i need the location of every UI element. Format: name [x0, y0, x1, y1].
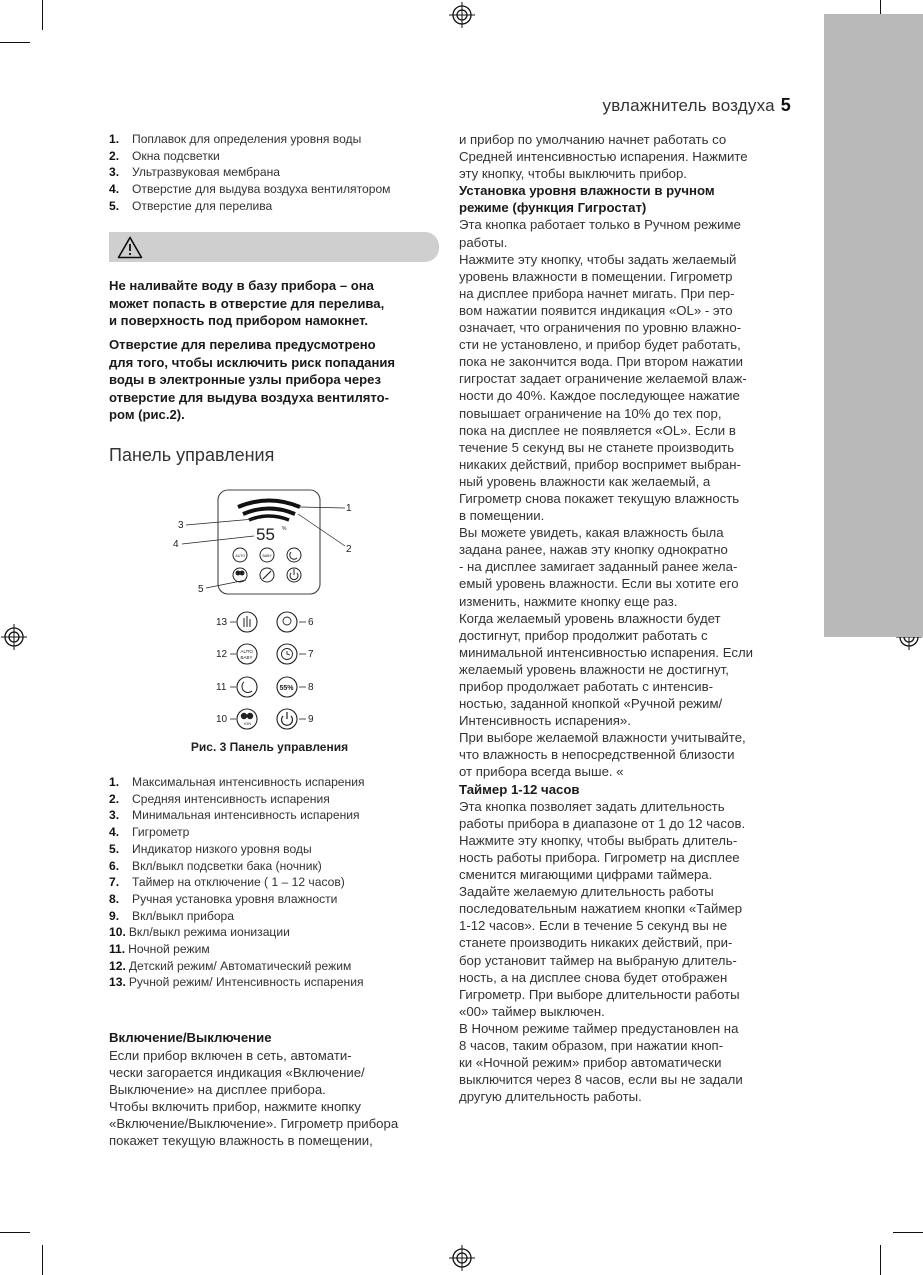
warning-text-2: Отверстие для перелива предусмотрено для того, чтобы исключить риск попадания воды в электронные узлы прибора через отверстие для выдува воздуха вентилято- ром (рис.2). [109, 337, 396, 423]
text-line: Эта кнопка работает только в Ручном режиме [459, 217, 741, 233]
text-line: течение 5 секунд вы не станете производить [459, 439, 735, 455]
text-line: достигнут, прибор продолжит работать с [459, 627, 708, 643]
text-line: Эта кнопка позволяет задать длительность [459, 798, 725, 814]
crop-mark [893, 1232, 923, 1233]
text-line: повышает ограничение на 10% до тех пор, [459, 405, 722, 421]
callout-4: 4 [173, 539, 179, 550]
text-line: Задайте желаемую длительность работы [459, 884, 714, 900]
text-line: уровень влажности в помещении. Гигрометр [459, 268, 733, 284]
svg-text:BABY: BABY [240, 655, 253, 660]
list-item: 5. Индикатор низкого уровня воды [109, 841, 312, 856]
night-button-icon [287, 548, 301, 562]
crop-mark [0, 1232, 30, 1233]
list-item: 13. Ручной режим/ Интенсивность испарения [109, 975, 364, 990]
text-line: минимальной интенсивностью испарения. Если [459, 644, 754, 660]
moon-icon [237, 677, 257, 697]
list-item: 6. Вкл/выкл подсветки бака (ночник) [109, 858, 322, 873]
running-header [603, 95, 791, 116]
text-line: сти не установлено, и прибор будет работать, [459, 337, 741, 353]
svg-text:AUTO: AUTO [235, 554, 246, 558]
parts-list [109, 131, 390, 215]
warning-icon [117, 236, 143, 259]
registration-mark-left [1, 624, 27, 650]
list-item: 1. Поплавок для определения уровня воды [109, 132, 362, 146]
text-line: Нажмите эту кнопку, чтобы выбрать длитель- [459, 832, 738, 848]
callout-10: 10 [216, 714, 228, 725]
text-line: и прибор по умолчанию начнет работать со [459, 132, 727, 147]
callout-1: 1 [346, 503, 352, 514]
text-line: пока не закончится вода. При втором нажатии [459, 354, 743, 370]
text-line: изменить, нажмите кнопку еще раз. [459, 593, 678, 609]
text-line: прибор продолжает работать с интенсив- [459, 679, 713, 694]
figure-caption: Рис. 3 Панель управления [190, 740, 349, 754]
list-item: 3. Минимальная интенсивность испарения [109, 808, 360, 823]
text-line: другую длительность работы. [459, 1089, 642, 1105]
text-line: 8 часов, таким образом, при нажатии кноп- [459, 1037, 724, 1053]
text-line: сменится мигающими цифрами таймера. [459, 867, 713, 883]
controls-list [109, 774, 365, 991]
crop-mark [0, 42, 30, 43]
right-body-text [459, 131, 794, 1105]
list-item: 4. Отверстие для выдува воздуха вентилятором [109, 182, 391, 197]
text-line: При выборе желаемой влажности учитывайте, [459, 730, 746, 746]
warning-bar [109, 232, 439, 262]
text-line: Гигрометр. При выборе длительности работы [459, 986, 740, 1002]
section-title: Панель управления [109, 445, 275, 465]
text-line: ности до 40%. Каждое последующее нажатие [459, 388, 740, 404]
display-value: 55 [256, 525, 275, 544]
control-panel-figure [150, 480, 380, 735]
svg-text:ION: ION [244, 721, 252, 726]
text-line: выключится через 8 часов, если вы не задали [459, 1072, 743, 1088]
text-line: в помещении. [459, 508, 545, 524]
callout-5: 5 [198, 584, 204, 595]
text-line: желаемый уровень влажности не достигнут, [459, 661, 729, 677]
auto-baby-icon [237, 644, 257, 664]
text-line: от прибора всегда выше. « [459, 764, 624, 780]
registration-mark-bottom [449, 1245, 475, 1271]
crop-mark [42, 1245, 43, 1275]
text-line: последовательным нажатием кнопки «Таймер [459, 901, 743, 917]
list-item: 2. Средняя интенсивность испарения [109, 791, 330, 806]
callout-8: 8 [308, 682, 314, 693]
side-tab [824, 14, 923, 637]
header-title: увлажнитель воздуха [602, 96, 775, 115]
warning-text-1: Не наливайте воду в базу прибора – она может попасть в отверстие для перелива, и поверхность под прибором намокнет. [109, 278, 385, 329]
text-line: бор установит таймер на выбраную длитель- [459, 952, 737, 968]
list-item: 12. Детский режим/ Автоматический режим [109, 958, 352, 973]
text-line: ностью, заданной кнопкой «Ручной режим/ [459, 696, 723, 712]
registration-mark-top [449, 2, 475, 28]
subheading: Установка уровня влажности в ручном [459, 183, 715, 199]
crop-mark [880, 1245, 881, 1275]
ion-icon [237, 709, 257, 729]
text-line: гигростат задает ограничение желаемой влаж- [459, 371, 747, 387]
svg-text:55%: 55% [279, 685, 294, 692]
list-item: 3. Ультразвуковая мембрана [109, 165, 280, 180]
list-item: 11. Ночной режим [109, 942, 210, 957]
callout-6: 6 [308, 617, 314, 628]
text-line: В Ночном режиме таймер предустановлен на [459, 1020, 739, 1036]
text-line: Гигрометр снова покажет текущую влажность [459, 490, 740, 506]
list-item: 2. Окна подсветки [109, 148, 220, 163]
text-line: - на дисплее замигает заданный ранее жела- [459, 559, 738, 575]
text-line: ность, а на дисплее снова будет отображен [459, 969, 728, 985]
text-line: пока на дисплее не появляется «OL». Если в [459, 422, 736, 438]
callout-13: 13 [216, 617, 228, 628]
text-line: «00» таймер выключен. [459, 1003, 605, 1019]
text-line: ный уровень влажности как желаемый, а [459, 473, 711, 489]
crop-mark [42, 0, 43, 30]
svg-text:AUTO: AUTO [240, 649, 253, 654]
text-line: Когда желаемый уровень влажности будет [459, 610, 721, 626]
list-item: 1. Максимальная интенсивность испарения [109, 775, 365, 789]
text-line: ность работы прибора. Гигрометр на дисплее [459, 849, 740, 865]
text-line: на дисплее прибора начнет мигать. При пер- [459, 285, 735, 301]
text-line: Нажмите эту кнопку, чтобы задать желаемый [459, 251, 737, 267]
callout-7: 7 [308, 649, 314, 660]
callout-12: 12 [216, 649, 228, 660]
text-line: Интенсивность испарения». [459, 713, 631, 729]
text-line: вом нажатии появится индикация «OL» - это [459, 302, 733, 318]
list-item: 4. Гигрометр [109, 825, 190, 840]
display-unit: % [282, 526, 287, 532]
intensity-arcs [238, 501, 300, 521]
list-item: 5. Отверстие для перелива [109, 198, 273, 213]
text-line: означает, что ограничения по уровню влажно- [459, 320, 742, 336]
list-item: 7. Таймер на отключение ( 1 – 12 часов) [109, 875, 345, 890]
list-item: 8. Ручная установка уровня влажности [109, 891, 338, 906]
bulb-icon [277, 612, 297, 632]
subheading: Таймер 1-12 часов [459, 781, 580, 797]
text-line: станете производить никаких действий, при- [459, 935, 733, 951]
list-item: 10. Вкл/выкл режима ионизации [109, 925, 290, 940]
text-line: эту кнопку, чтобы выключить прибор. [459, 166, 687, 182]
text-line: емый уровень влажности. Если вы хотите его [459, 576, 739, 592]
text-line: работы прибора в диапазоне от 1 до 12 часов. [459, 815, 746, 831]
on-off-heading: Включение/Выключение [109, 1030, 272, 1045]
svg-text:BABY: BABY [262, 554, 272, 558]
text-line: ки «Ночной режим» прибор автоматически [459, 1055, 722, 1071]
subheading: режиме (функция Гигростат) [459, 200, 647, 216]
text-line: работы. [459, 234, 508, 250]
text-line: 1-12 часов». Если в течение 5 секунд вы не [459, 918, 728, 934]
callout-2: 2 [346, 544, 352, 555]
text-line: Вы можете увидеть, какая влажность была [459, 525, 724, 541]
button-legend [216, 612, 314, 729]
callout-3: 3 [178, 520, 184, 531]
text-line: Средней интенсивностью испарения. Нажмите [459, 149, 748, 165]
text-line: что влажность в непосредственной близости [459, 747, 735, 763]
text-line: никаких действий, прибор воспримет выбран- [459, 456, 741, 472]
left-body-text: Если прибор включен в сеть, автомати- чески загорается индикация «Включение/ Выключение» на дисплее прибора. Чтобы включить прибор, нажмите кнопку «Включение/Выключение». Гигрометр прибора покажет текущую влажность в помещении, [109, 1048, 399, 1149]
text-line: задана ранее, нажав эту кнопку однократно [459, 542, 728, 558]
page-number: 5 [780, 95, 791, 115]
list-item: 9. Вкл/выкл прибора [109, 908, 235, 923]
callout-11: 11 [216, 682, 227, 693]
callout-9: 9 [308, 714, 314, 725]
